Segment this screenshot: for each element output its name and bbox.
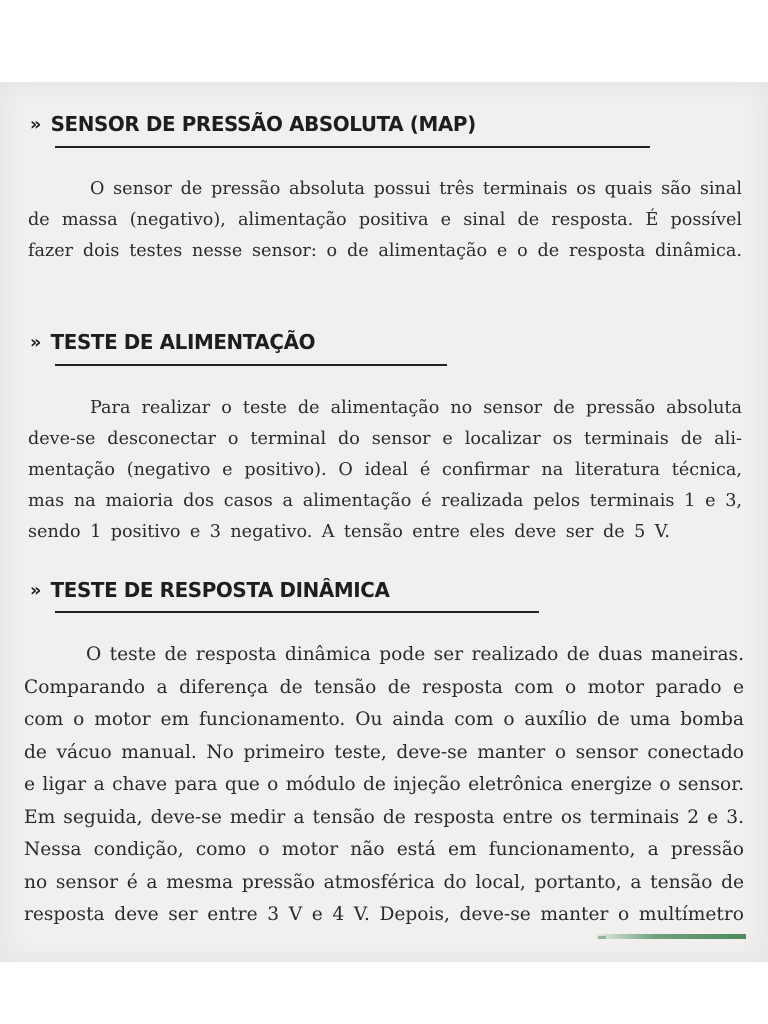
text-line: Para realizar o teste de alimentação no sensor de pressão absoluta [90,398,742,418]
section-heading-map-sensor [30,112,476,136]
text-line: mas na maioria dos casos a alimentação é realizada pelos terminais 1 e 3, [28,491,742,511]
section-heading-dynamic-test [30,578,390,602]
text-line: e ligar a chave para que o módulo de injeção eletrônica energize o sensor. [24,774,744,795]
heading-text: SENSOR DE PRESSÃO ABSOLUTA (MAP) [50,112,476,136]
text-line: fazer dois testes nesse sensor: o de alimentação e o de resposta dinâmica. [28,241,742,261]
paragraph-dynamic-test [24,639,744,932]
paragraph-power-test [28,393,742,548]
decorative-green-bar [596,934,746,939]
text-line: O teste de resposta dinâmica pode ser realizado de duas maneiras. [86,644,744,665]
heading-underline [55,364,447,366]
heading-underline [55,146,650,148]
text-line: sendo 1 positivo e 3 negativo. A tensão entre eles deve ser de 5 V. [28,522,670,542]
text-line: de vácuo manual. No primeiro teste, deve-se manter o sensor conectado [24,741,744,763]
paragraph-map-sensor [28,174,742,267]
heading-marker: » [30,114,41,135]
text-line: resposta deve ser entre 3 V e 4 V. Depois, deve-se manter o multímetro [24,904,744,925]
heading-marker: » [30,332,41,353]
heading-text: TESTE DE RESPOSTA DINÂMICA [50,578,390,602]
text-line: Comparando a diferença de tensão de resposta com o motor parado e [24,676,744,698]
heading-marker: » [30,580,41,601]
heading-text: TESTE DE ALIMENTAÇÃO [50,330,316,354]
text-line: Em seguida, deve-se medir a tensão de resposta entre os terminais 2 e 3. [24,806,744,828]
text-line: O sensor de pressão absoluta possui três terminais os quais são sinal [90,179,742,199]
heading-underline [55,611,539,613]
text-line: deve-se desconectar o terminal do sensor e localizar os terminais de ali- [28,429,742,449]
text-line: no sensor é a mesma pressão atmosférica do local, portanto, a tensão de [24,871,744,893]
text-line: Nessa condição, como o motor não está em funcionamento, a pressão [24,839,744,860]
text-line: com o motor em funcionamento. Ou ainda com o auxílio de uma bomba [24,709,744,730]
section-heading-power-test [30,330,315,354]
text-line: mentação (negativo e positivo). O ideal é confirmar na literatura técnica, [28,460,742,480]
text-line: de massa (negativo), alimentação positiva e sinal de resposta. É possível [28,210,742,230]
